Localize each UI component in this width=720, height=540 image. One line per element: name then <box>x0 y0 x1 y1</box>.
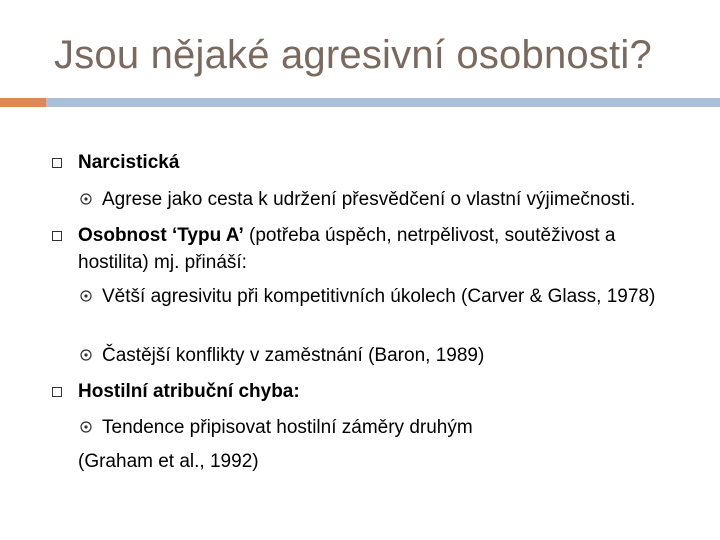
square-bullet-icon <box>52 158 62 168</box>
sub-bullet-item: Větší agresivitu při kompetitivních úkolech (Carver & Glass, 1978) <box>102 286 656 307</box>
bullet-item-hostile-attribution <box>78 378 678 405</box>
citation-text: (Graham et al., 1992) <box>78 451 259 472</box>
title-accent-bar <box>0 98 46 107</box>
bullet-item-type-a <box>78 222 668 276</box>
target-bullet-icon <box>80 193 92 205</box>
bullet-bold-text: Narcistická <box>78 152 180 173</box>
bullet-bold-text: Hostilní atribuční chyba: <box>78 381 300 402</box>
bullet-bold-text: Osobnost ‘Typu A’ <box>78 225 244 246</box>
sub-bullet-item: Agrese jako cesta k udržení přesvědčení o vlastní výjimečnosti. <box>102 189 636 210</box>
sub-bullet-item: Tendence připisovat hostilní záměry druhým <box>102 417 473 438</box>
square-bullet-icon <box>52 231 62 241</box>
target-bullet-icon <box>80 421 92 433</box>
square-bullet-icon <box>52 387 62 397</box>
bullet-text: (potřeba úspěch, netrpělivost, soutěživost a hostilita) mj. přináší: <box>78 225 616 273</box>
sub-bullet-item: Častější konflikty v zaměstnání (Baron, 1989) <box>102 345 485 366</box>
title-underline-bar <box>46 98 720 107</box>
bullet-item-narcissistic <box>78 149 678 176</box>
target-bullet-icon <box>80 349 92 361</box>
target-bullet-icon <box>80 290 92 302</box>
slide-title: Jsou nějaké agresivní osobnosti? <box>54 33 652 77</box>
